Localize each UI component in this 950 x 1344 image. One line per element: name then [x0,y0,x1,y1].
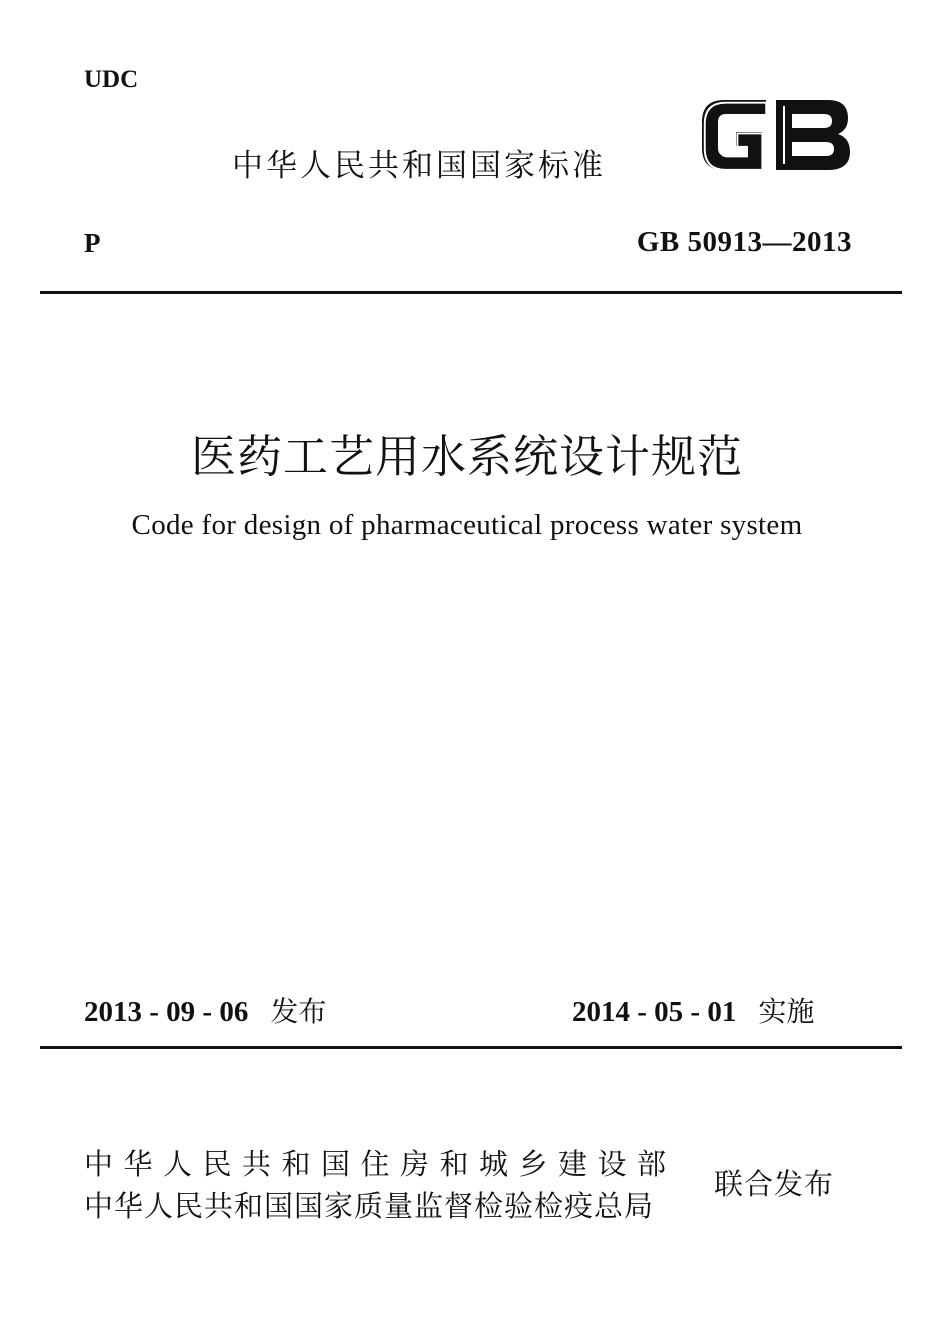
title-chinese: 医药工艺用水系统设计规范 [190,430,743,483]
national-standard-heading: 中华人民共和国国家标准 [232,148,606,184]
gb-logo [696,92,856,178]
issue-date-line [84,990,326,1030]
implementation-date: 2014 - 05 - 01 [572,996,737,1028]
issue-date: 2013 - 09 - 06 [84,996,249,1028]
publisher-ministry-housing: 中华人民共和国住房和城乡建设部 [84,1147,677,1181]
standard-number: GB 50913—2013 [636,226,852,258]
top-divider [40,291,902,294]
bottom-divider [40,1046,902,1049]
joint-publish-label: 联合发布 [714,1167,835,1201]
publisher-aqsiq: 中华人民共和国国家质量监督检验检疫总局 [84,1189,655,1223]
issue-label: 发布 [270,995,327,1028]
udc-label: UDC [84,66,139,93]
implementation-date-line [572,990,814,1030]
implementation-label: 实施 [758,995,815,1028]
classification-code: P [84,228,101,258]
title-english: Code for design of pharmaceutical process water system [131,509,803,541]
